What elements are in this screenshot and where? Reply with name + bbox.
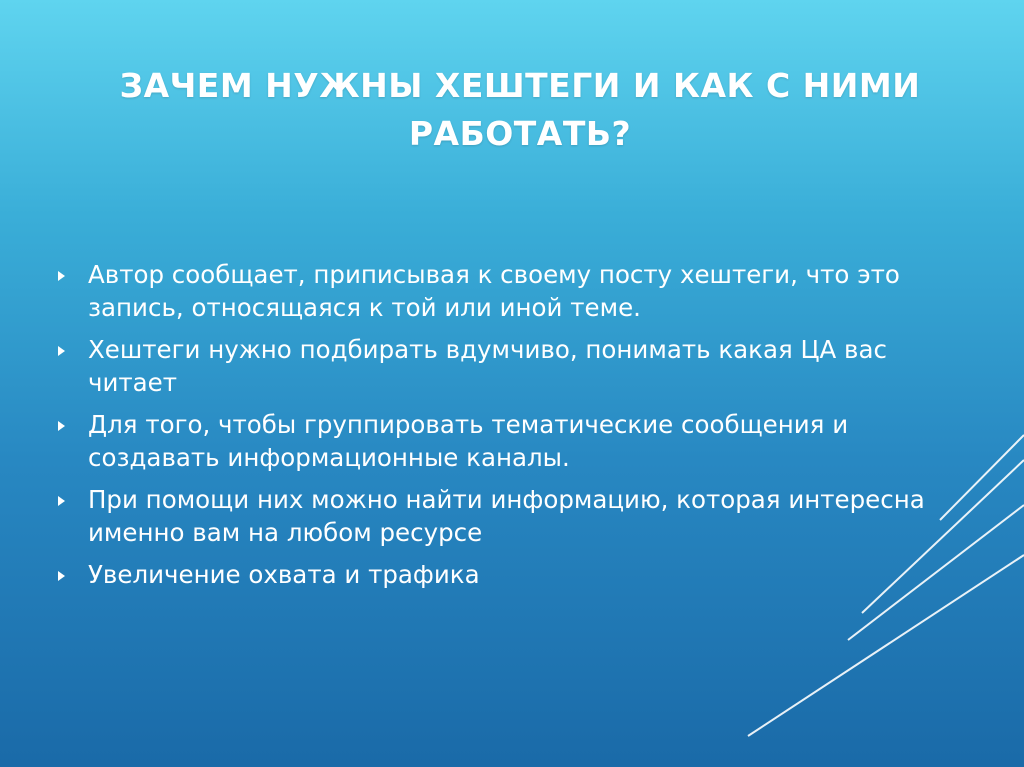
decor-line — [748, 555, 1024, 736]
decor-line — [940, 435, 1024, 520]
bullet-text: Хештеги нужно подбирать вдумчиво, понимать какая ЦА вас читает — [88, 335, 887, 397]
slide-title-line-2: РАБОТАТЬ? — [408, 114, 632, 153]
bullet-text: Автор сообщает, приписывая к своему посту хештеги, что это запись, относящаяся к той или иной теме. — [88, 260, 900, 322]
bullet-text: Для того, чтобы группировать тематические сообщения и создавать информационные каналы. — [88, 410, 849, 472]
slide-title-line-1: ЗАЧЕМ НУЖНЫ ХЕШТЕГИ И КАК С НИМИ — [119, 66, 921, 105]
bullet-text: При помощи них можно найти информацию, которая интересна именно вам на любом ресурсе — [88, 485, 925, 547]
bullet-text: Увеличение охвата и трафика — [88, 560, 480, 589]
decor-line — [862, 460, 1024, 613]
